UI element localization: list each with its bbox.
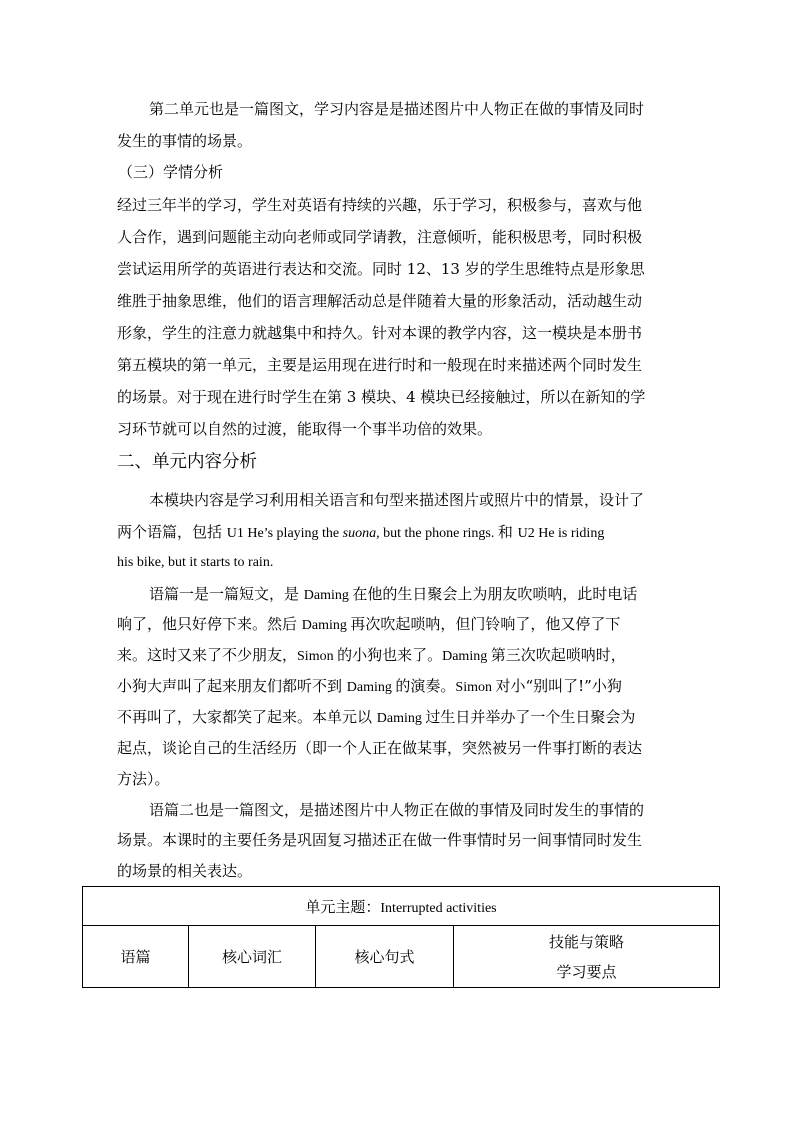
unit-table-title-row	[83, 887, 720, 926]
header-core-sentences: 核心句式	[316, 926, 454, 988]
paragraph-unit2-intro-line-2: 发生的事情的场景。	[117, 132, 253, 150]
module-intro-u2-title: U2 He is riding	[517, 526, 605, 541]
learner-analysis-line-2: 人合作，遇到问题能主动向老师或同学请教，注意倾听，能积极思考，同时积极	[117, 228, 643, 246]
module-intro-and: 和	[497, 523, 518, 541]
learner-analysis-line-7: 的场景。对于现在进行时学生在第 3 模块、4 模块已经接触过，所以在新知的学	[117, 388, 646, 406]
unit-theme-label: 单元主题：	[305, 897, 381, 916]
text-one-l3-daming: Daming	[442, 649, 491, 664]
module-intro-line-1: 本模块内容是学习利用相关语言和句型来描述图片或照片中的情景，设计了	[149, 491, 645, 509]
unit-table	[82, 886, 720, 988]
text-one-l3-simon: Simon	[297, 649, 338, 664]
learner-analysis-line-4: 维胜于抽象思维，他们的语言理解活动总是伴随着大量的形象活动，活动越生动	[117, 292, 643, 310]
text-one-line-5	[117, 707, 677, 729]
text-one-l5c: 过生日并举办了一个生日聚会为	[425, 708, 636, 726]
text-one-l2a: 响了，他只好停下来。然后	[117, 615, 302, 633]
module-intro-u1-title-end: , but the phone rings.	[376, 526, 498, 541]
section-2-heading: 二、单元内容分析	[117, 452, 257, 472]
text-one-l4-simon: Simon	[455, 680, 496, 695]
text-one-l4c: 的演奏。	[395, 677, 456, 695]
module-intro-line-2	[117, 522, 677, 544]
header-skills-strategies	[454, 926, 720, 988]
header-core-vocabulary: 核心词汇	[189, 926, 316, 988]
text-one-l4a: 小狗大声叫了起来朋友们都听不到	[117, 677, 347, 695]
text-one-line-3	[117, 645, 677, 667]
text-one-l2-daming: Daming	[301, 618, 351, 633]
learner-analysis-line-6: 第五模块的第一单元，主要是运用现在进行时和一般现在时来描述两个同时发生	[117, 356, 643, 374]
text-one-l3c: 的小狗也来了。	[337, 646, 443, 664]
text-one-line-4	[117, 676, 677, 698]
module-intro-text-a: 两个语篇，包括	[117, 523, 227, 541]
text-two-line-3: 的场景的相关表达。	[117, 862, 253, 880]
learner-analysis-line-3: 尝试运用所学的英语进行表达和交流。同时 12、13 岁的学生思维特点是形象思	[117, 260, 645, 278]
unit-theme-value: Interrupted activities	[380, 900, 497, 916]
text-two-line-1: 语篇二也是一篇图文，是描述图片中人物正在做的事情及同时发生的事情的	[149, 801, 645, 819]
module-intro-u1-title: U1 He’s playing the	[226, 526, 343, 541]
learner-analysis-line-5: 形象，学生的注意力就越集中和持久。针对本课的教学内容，这一模块是本册书	[117, 324, 643, 342]
text-one-l5-daming: Daming	[376, 711, 426, 726]
text-one-l4e: 对小“别叫了!”小狗	[495, 677, 622, 695]
header-skills-line-2: 学习要点	[556, 962, 617, 981]
text-one-l1-daming: Daming	[303, 588, 353, 603]
header-text: 语篇	[83, 926, 189, 988]
text-one-l2c: 再次吹起唢呐，但门铃响了，他又停了下	[350, 615, 621, 633]
text-one-l4-daming: Daming	[346, 680, 396, 695]
text-two-line-2: 场景。本课时的主要任务是巩固复习描述正在做一件事情时另一间事情同时发生	[117, 831, 643, 849]
paragraph-unit2-intro-line-1: 第二单元也是一篇图文，学习内容是是描述图片中人物正在做的事情及同时	[149, 100, 645, 118]
learner-analysis-line-8: 习环节就可以自然的过渡，能取得一个事半功倍的效果。	[117, 420, 493, 438]
text-one-l3e: 第三次吹起唢呐时，	[490, 646, 626, 664]
text-one-line-6: 起点，谈论自己的生活经历（即一个人正在做某事，突然被另一件事打断的表达	[117, 739, 643, 757]
text-one-l1c: 在他的生日聚会上为朋友吹唢呐，此时电话	[352, 585, 638, 603]
text-one-l5a: 不再叫了，大家都笑了起来。本单元以	[117, 708, 377, 726]
module-intro-suona-italic: suona	[342, 526, 377, 541]
text-one-l1a: 语篇一是一篇短文，是	[149, 585, 304, 603]
text-one-line-2	[117, 614, 677, 636]
text-one-line-7: 方法）。	[117, 770, 170, 788]
text-one-l3a: 来。这时又来了不少朋友，	[117, 646, 298, 664]
module-intro-line-3: his bike, but it starts to rain.	[117, 555, 274, 570]
unit-table-header-row	[83, 926, 720, 988]
unit-theme-cell	[83, 887, 720, 926]
learner-analysis-line-1: 经过三年半的学习，学生对英语有持续的兴趣，乐于学习，积极参与，喜欢与他	[117, 196, 643, 214]
header-skills-line-1: 技能与策略	[548, 932, 624, 951]
section-3-heading: （三）学情分析	[118, 163, 224, 181]
text-one-line-1	[149, 584, 677, 606]
